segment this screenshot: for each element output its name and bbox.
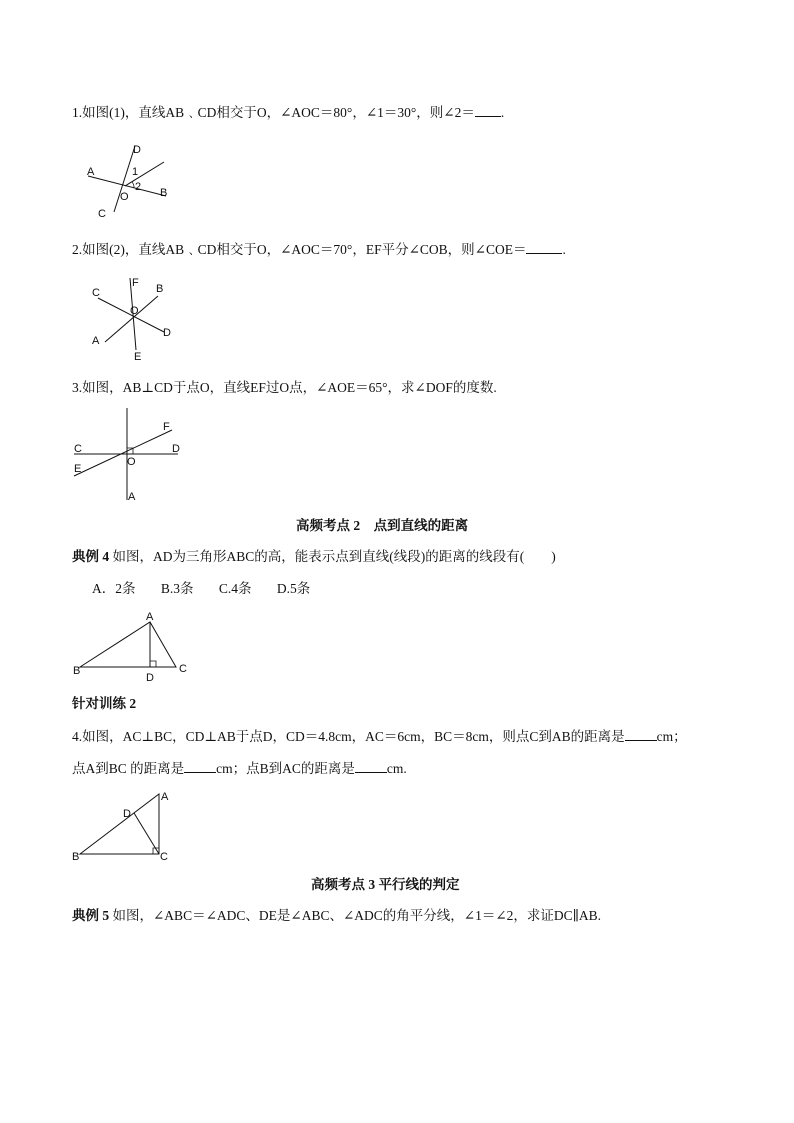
question-1-text: 1.如图(1)，直线AB﹑CD相交于O，∠AOC＝80°，∠1＝30°，则∠2＝ — [72, 105, 475, 120]
figure-5 — [70, 786, 185, 866]
label-c: C — [179, 663, 187, 675]
question-2-text: 2.如图(2)，直线AB﹑CD相交于O，∠AOC＝70°，EF平分∠COB，则∠COE＝ — [72, 242, 527, 257]
answer-blank — [355, 760, 387, 773]
label-b: B — [156, 283, 164, 295]
answer-blank — [475, 104, 501, 117]
label-a: A — [92, 335, 100, 347]
label-o: O — [120, 191, 129, 203]
answer-blank — [184, 760, 216, 773]
label-c: C — [74, 443, 82, 455]
label-o: O — [130, 305, 139, 317]
figure-4 — [70, 608, 195, 688]
label-a: A — [87, 166, 95, 178]
question-3 — [72, 379, 497, 397]
choice-c[interactable]: C.4条 — [218, 581, 252, 596]
training-2-label: 针对训练 2 — [72, 696, 137, 711]
question-4-line-2: 点A到BC 的距离是 cm；点B到AC的距离是 cm. — [72, 761, 407, 776]
label-c: C — [160, 851, 168, 863]
example-4-label: 典例 4 — [72, 549, 110, 564]
label-c: C — [92, 287, 100, 299]
label-d: D — [123, 808, 131, 820]
label-d: D — [172, 443, 180, 455]
question-4-text: 4.如图，AC⊥BC，CD⊥AB于点D，CD＝4.8cm，AC＝6cm，BC＝8cm，则点C到AB的距离是 — [72, 729, 625, 744]
example-5-label: 典例 5 — [72, 908, 110, 923]
answer-blank — [526, 241, 562, 254]
label-angle-2: 2 — [135, 181, 142, 193]
figure-2 — [88, 272, 183, 364]
question-4-line-1: 4.如图，AC⊥BC，CD⊥AB于点D，CD＝4.8cm，AC＝6cm，BC＝8cm，则点C到AB的距离是 cm； — [72, 729, 687, 744]
choice-d[interactable]: D.5条 — [276, 581, 311, 596]
question-3-text: 3.如图，AB⊥CD于点O，直线EF过O点，∠AOE＝65°，求∠DOF的度数. — [72, 380, 497, 395]
answer-blank — [625, 728, 657, 741]
label-f: F — [163, 421, 170, 433]
label-f: F — [132, 277, 139, 289]
example-4-text: 如图，AD为三角形ABC的高，能表示点到直线(线段)的距离的线段有( ) — [109, 549, 556, 564]
label-e: E — [74, 463, 82, 475]
label-a: A — [146, 611, 154, 623]
label-b: B — [73, 665, 81, 677]
label-angle-1: 1 — [132, 166, 139, 178]
question-1: 1.如图(1)，直线AB﹑CD相交于O，∠AOC＝80°，∠1＝30°，则∠2＝ . — [72, 105, 505, 120]
question-2: 2.如图(2)，直线AB﹑CD相交于O，∠AOC＝70°，EF平分∠COB，则∠COE＝ . — [72, 242, 566, 257]
section-heading-3: 高频考点 3 平行线的判定 — [311, 877, 460, 892]
label-a: A — [161, 791, 169, 803]
choice-b[interactable]: B.3条 — [160, 581, 194, 596]
label-o: O — [127, 456, 136, 468]
label-c: C — [98, 208, 106, 220]
example-4 — [72, 548, 556, 566]
figure-1 — [80, 140, 195, 222]
label-e: E — [134, 351, 142, 363]
label-b: B — [160, 187, 168, 199]
figure-3 — [70, 402, 185, 505]
label-b: B — [72, 851, 80, 863]
label-d: D — [163, 327, 171, 339]
label-d: D — [146, 672, 154, 684]
example-4-choices — [92, 580, 332, 598]
label-d: D — [133, 144, 141, 156]
example-5-text: 如图，∠ABC＝∠ADC、DE是∠ABC、∠ADC的角平分线，∠1＝∠2，求证DC∥AB. — [109, 908, 602, 923]
label-a: A — [128, 491, 136, 503]
example-5 — [72, 907, 601, 925]
section-heading-2: 高频考点 2 点到直线的距离 — [296, 518, 469, 533]
choice-a[interactable]: A．2条 — [92, 581, 136, 596]
